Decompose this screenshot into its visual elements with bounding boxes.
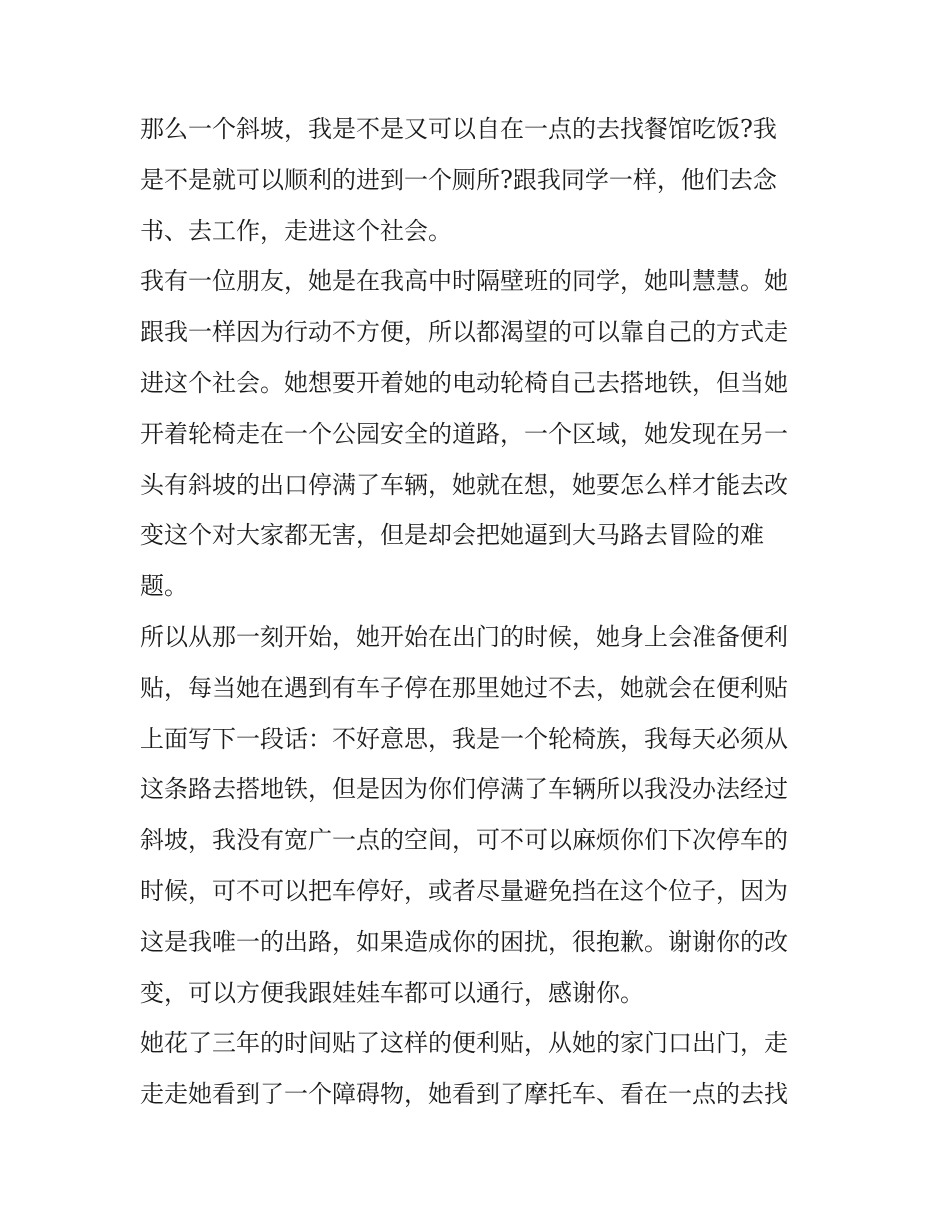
text-line: 时候，可不可以把车停好，或者尽量避免挡在这个位子，因为 [140, 876, 788, 905]
text-line: 开着轮椅走在一个公园安全的道路，一个区域，她发现在另一 [140, 419, 788, 448]
text-line: 所以从那一刻开始，她开始在出门的时候，她身上会准备便利 [140, 622, 788, 651]
text-line: 走走她看到了一个障碍物，她看到了摩托车、看在一点的去找 [140, 1080, 788, 1109]
text-line: 我有一位朋友，她是在我高中时隔壁班的同学，她叫慧慧。她 [140, 267, 788, 296]
text-line: 贴，每当她在遇到有车子停在那里她过不去，她就会在便利贴 [140, 673, 788, 702]
text-line: 头有斜坡的出口停满了车辆，她就在想，她要怎么样才能去改 [140, 470, 788, 499]
paragraph-2 [140, 256, 820, 612]
text-line: 书、去工作，走进这个社会。 [140, 216, 452, 245]
text-line: 这是我唯一的出路，如果造成你的困扰，很抱歉。谢谢你的改 [140, 927, 788, 956]
text-line: 她花了三年的时间贴了这样的便利贴，从她的家门口出门，走 [140, 1029, 788, 1058]
text-line: 跟我一样因为行动不方便，所以都渴望的可以靠自己的方式走 [140, 318, 788, 347]
paragraph-1 [140, 104, 820, 256]
text-line: 这条路去搭地铁，但是因为你们停满了车辆所以我没办法经过 [140, 775, 788, 804]
paragraph-4 [140, 1018, 820, 1120]
paragraph-3 [140, 612, 820, 1018]
body-text [140, 104, 820, 1120]
text-line: 是不是就可以顺利的进到一个厕所?跟我同学一样，他们去念 [140, 165, 777, 194]
text-line: 那么一个斜坡，我是不是又可以自在一点的去找餐馆吃饭?我 [140, 115, 777, 143]
text-line: 上面写下一段话：不好意思，我是一个轮椅族，我每天必须从 [140, 724, 788, 753]
text-line: 斜坡，我没有宽广一点的空间，可不可以麻烦你们下次停车的 [140, 826, 788, 855]
text-line: 变这个对大家都无害，但是却会把她逼到大马路去冒险的难 [140, 521, 764, 550]
text-line: 进这个社会。她想要开着她的电动轮椅自己去搭地铁，但当她 [140, 368, 788, 397]
text-line: 变，可以方便我跟娃娃车都可以通行，感谢你。 [140, 978, 644, 1007]
text-line: 题。 [140, 572, 188, 601]
